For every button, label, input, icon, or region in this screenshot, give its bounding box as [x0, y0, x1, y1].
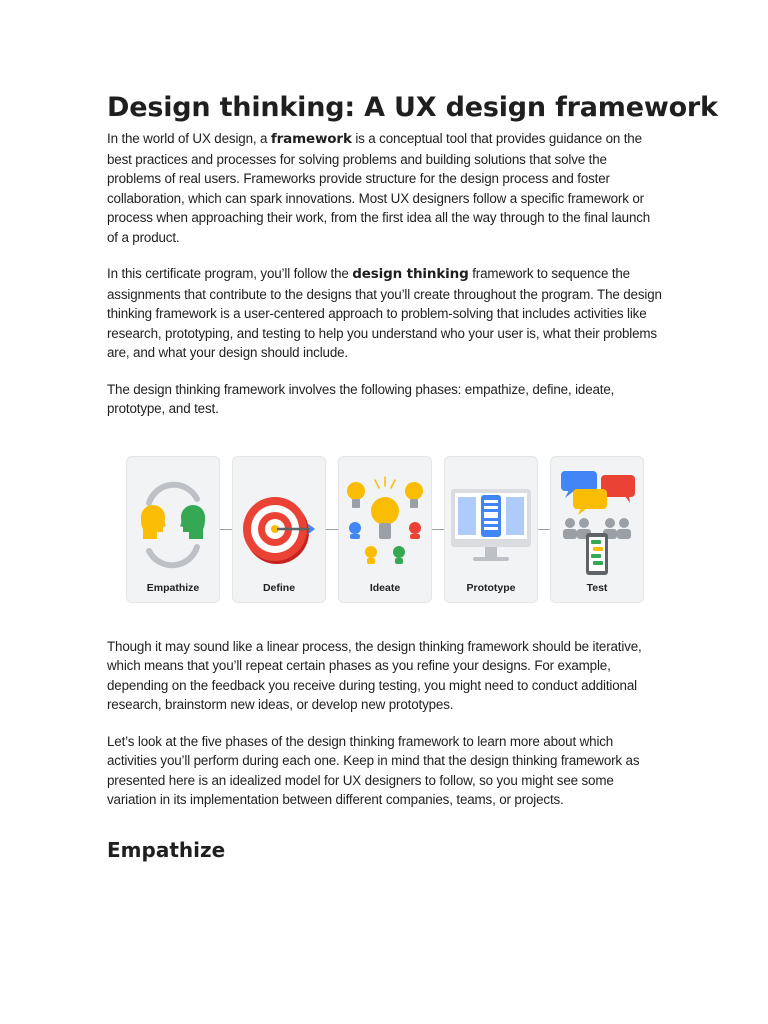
intro-paragraph: [107, 129, 663, 247]
phase-label: Define: [262, 581, 296, 594]
connector-line: [219, 529, 233, 531]
keyword-framework: framework: [270, 131, 352, 147]
connector-line: [537, 529, 551, 531]
document-page: [107, 92, 718, 862]
connector-line: [325, 529, 339, 531]
phase-label: Prototype: [466, 581, 516, 594]
intro-text-after: is a conceptual tool that provides guidance on the best practices and processes for solving problems and building solutions that solve the problems of real users. Frameworks provide structure for the design process and foster collaboration, which can spark innovations. Most UX designers follow a specific framework or process when approaching their work, from the first idea all the way through to the final launch of a product.: [107, 131, 651, 245]
phase-card-prototype: [445, 457, 537, 602]
iterative-paragraph: Though it may sound like a linear process, the design thinking framework should be iterative, which means that you’ll repeat certain phases as you refine your designs. For example, depending on the feedback you receive during testing, you might need to conduct additional research, brainstorm new ideas, or develop new prototypes.: [107, 638, 642, 712]
phase-card-test: [551, 457, 643, 602]
intro-text-before: In the world of UX design, a: [107, 131, 271, 146]
phases-intro-paragraph: The design thinking framework involves the following phases: empathize, define, ideate, prototype, and test.: [107, 381, 615, 416]
design-thinking-diagram: [127, 457, 643, 603]
phase-label: Test: [586, 581, 608, 594]
phase-label: Empathize: [146, 581, 200, 594]
lightbulbs-icon: [339, 457, 431, 577]
program-paragraph: [107, 264, 663, 363]
users-feedback-icon: [551, 457, 643, 577]
two-heads-cycle-icon: [127, 457, 219, 577]
five-phases-paragraph: Let’s look at the five phases of the design thinking framework to learn more about which activities you’ll perform during each one. Keep in mind that the design thinking framework as presented here is an idealized model for UX designers to follow, so you might see some variation in its implementation between different companies, teams, or projects.: [107, 733, 640, 807]
section-heading: Empathize: [107, 837, 226, 862]
page-title: Design thinking: A UX design framework: [107, 92, 718, 123]
phase-card-define: [233, 457, 325, 602]
phase-card-empathize: [127, 457, 219, 602]
program-text-before: In this certificate program, you’ll follow the: [107, 266, 353, 281]
phase-label: Ideate: [369, 581, 401, 594]
keyword-design-thinking: design thinking: [352, 266, 469, 282]
monitor-wireframe-icon: [445, 457, 537, 577]
phase-card-ideate: [339, 457, 431, 602]
connector-line: [431, 529, 445, 531]
target-icon: [233, 457, 325, 577]
program-text-after: framework to sequence the assignments that contribute to the designs that you’ll create throughout the program. The design thinking framework is a user-centered approach to problem-solving that includes activities like research, prototyping, and testing to help you understand who your user is, what their problems are, and what your design should include.: [107, 266, 662, 360]
